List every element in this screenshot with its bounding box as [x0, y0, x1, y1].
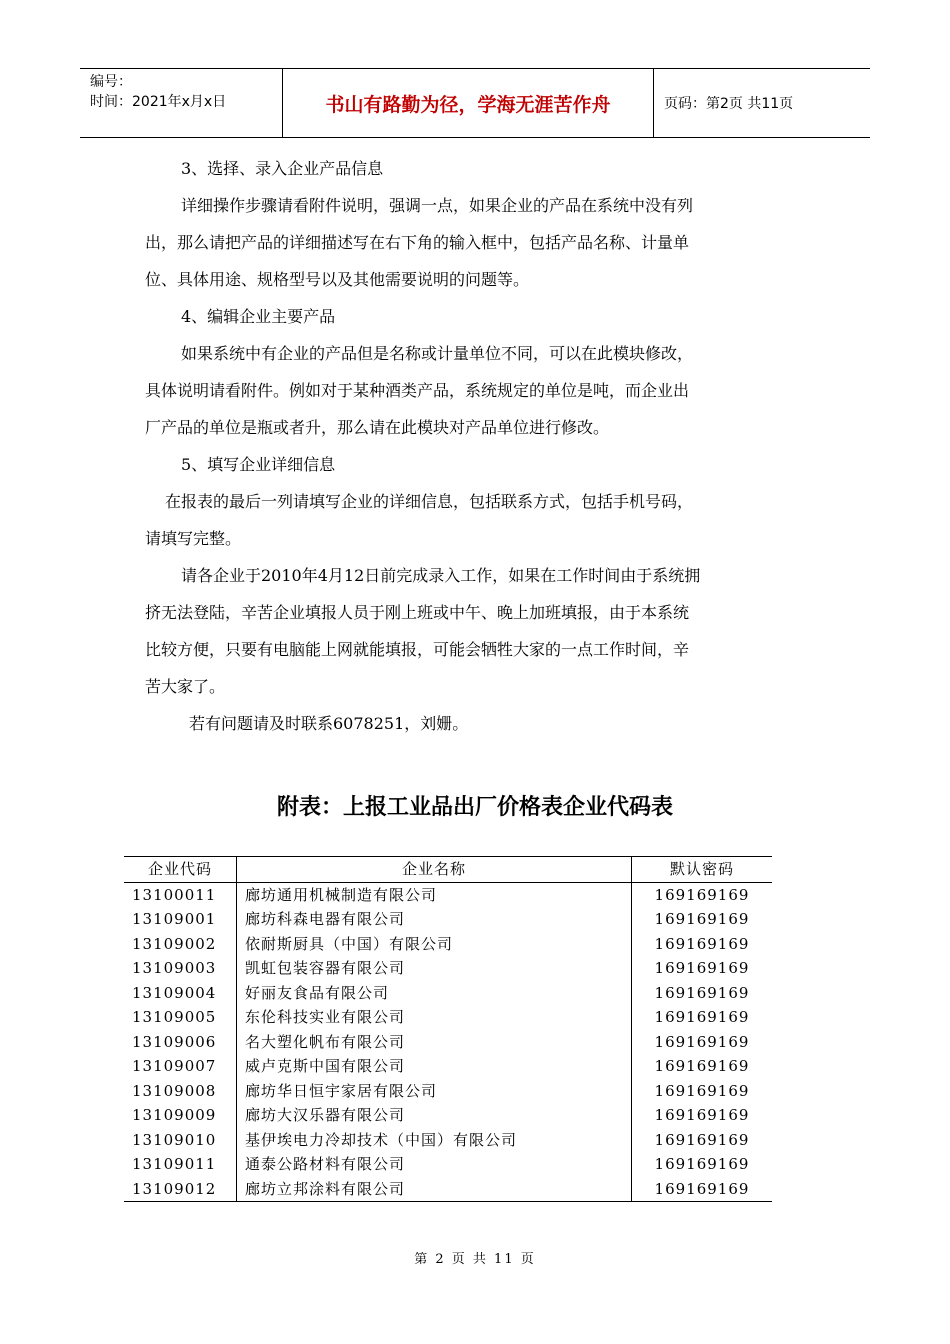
section-heading-4: 4、编辑企业主要产品	[181, 307, 336, 326]
paragraph-line: 出，那么请把产品的详细描述写在右下角的输入框中，包括产品名称、计量单	[145, 233, 690, 252]
header-motto: 书山有路勤为径，学海无涯苦作舟	[282, 69, 654, 137]
cell-password: 169169169	[632, 1005, 773, 1030]
section-heading-5: 5、填写企业详细信息	[181, 455, 336, 474]
table-row	[124, 1177, 772, 1202]
cell-name: 东伦科技实业有限公司	[237, 1005, 632, 1030]
header-meta	[90, 72, 226, 112]
cell-code: 13109010	[124, 1128, 237, 1153]
cell-password: 169169169	[632, 981, 773, 1006]
cell-code: 13109004	[124, 981, 237, 1006]
cell-name: 好丽友食品有限公司	[237, 981, 632, 1006]
table-row	[124, 981, 772, 1006]
cell-name: 通泰公路材料有限公司	[237, 1152, 632, 1177]
paragraph-line: 详细操作步骤请看附件说明，强调一点，如果企业的产品在系统中没有列	[181, 196, 694, 215]
cell-password: 169169169	[632, 1103, 773, 1128]
paragraph-line: 苦大家了。	[145, 677, 226, 696]
table-row	[124, 1005, 772, 1030]
cell-code: 13109011	[124, 1152, 237, 1177]
table-row	[124, 1054, 772, 1079]
header-code: 企业代码	[124, 857, 237, 883]
table-header-row	[124, 857, 772, 883]
body-text	[145, 150, 810, 742]
header-password: 默认密码	[632, 857, 773, 883]
cell-password: 169169169	[632, 1152, 773, 1177]
cell-code: 13100011	[124, 882, 237, 907]
paragraph-line: 比较方便，只要有电脑能上网就能填报，可能会牺牲大家的一点工作时间，辛	[145, 640, 690, 659]
cell-password: 169169169	[632, 882, 773, 907]
cell-password: 169169169	[632, 1030, 773, 1055]
cell-code: 13109008	[124, 1079, 237, 1104]
cell-code: 13109009	[124, 1103, 237, 1128]
table-row	[124, 956, 772, 981]
table-row	[124, 1103, 772, 1128]
table-row	[124, 907, 772, 932]
section-heading-3: 3、选择、录入企业产品信息	[181, 159, 384, 178]
cell-password: 169169169	[632, 1177, 773, 1202]
cell-password: 169169169	[632, 1079, 773, 1104]
header-name: 企业名称	[237, 857, 632, 883]
cell-password: 169169169	[632, 932, 773, 957]
cell-name: 名大塑化帆布有限公司	[237, 1030, 632, 1055]
cell-name: 廊坊大汉乐器有限公司	[237, 1103, 632, 1128]
paragraph-line: 请填写完整。	[145, 529, 242, 548]
cell-code: 13109007	[124, 1054, 237, 1079]
page-header	[80, 68, 870, 138]
cell-code: 13109005	[124, 1005, 237, 1030]
cell-code: 13109001	[124, 907, 237, 932]
cell-name: 廊坊通用机械制造有限公司	[237, 882, 632, 907]
table-row	[124, 882, 772, 907]
cell-password: 169169169	[632, 956, 773, 981]
table-row	[124, 1079, 772, 1104]
contact-line: 若有问题请及时联系6078251，刘姗。	[189, 714, 469, 733]
paragraph-line: 请各企业于2010年4月12日前完成录入工作，如果在工作时间由于系统拥	[181, 566, 701, 585]
cell-code: 13109002	[124, 932, 237, 957]
cell-code: 13109003	[124, 956, 237, 981]
cell-name: 廊坊华日恒宇家居有限公司	[237, 1079, 632, 1104]
cell-password: 169169169	[632, 1054, 773, 1079]
cell-name: 廊坊立邦涂料有限公司	[237, 1177, 632, 1202]
paragraph-line: 位、具体用途、规格型号以及其他需要说明的问题等。	[145, 270, 530, 289]
header-number: 编号：	[90, 74, 132, 90]
paragraph-line: 挤无法登陆，辛苦企业填报人员于刚上班或中午、晚上加班填报，由于本系统	[145, 603, 690, 622]
cell-name: 基伊埃电力冷却技术（中国）有限公司	[237, 1128, 632, 1153]
table-row	[124, 1030, 772, 1055]
cell-name: 威卢克斯中国有限公司	[237, 1054, 632, 1079]
cell-code: 13109006	[124, 1030, 237, 1055]
paragraph-line: 在报表的最后一列请填写企业的详细信息，包括联系方式，包括手机号码，	[165, 492, 694, 511]
cell-password: 169169169	[632, 1128, 773, 1153]
header-page-number: 页码：第2页 共11页	[664, 96, 794, 112]
table-row	[124, 1128, 772, 1153]
table-row	[124, 1152, 772, 1177]
table-body	[124, 882, 772, 1202]
paragraph-line: 具体说明请看附件。例如对于某种酒类产品，系统规定的单位是吨，而企业出	[145, 381, 690, 400]
cell-password: 169169169	[632, 907, 773, 932]
enterprise-code-table	[124, 856, 772, 1202]
page-footer: 第 2 页 共 11 页	[414, 1252, 536, 1267]
cell-name: 廊坊科森电器有限公司	[237, 907, 632, 932]
header-time: 时间：2021年x月x日	[90, 94, 227, 110]
paragraph-line: 如果系统中有企业的产品但是名称或计量单位不同，可以在此模块修改，	[181, 344, 694, 363]
table-row	[124, 932, 772, 957]
cell-code: 13109012	[124, 1177, 237, 1202]
paragraph-line: 厂产品的单位是瓶或者升，那么请在此模块对产品单位进行修改。	[145, 418, 610, 437]
cell-name: 依耐斯厨具（中国）有限公司	[237, 932, 632, 957]
appendix-title: 附表：上报工业品出厂价格表企业代码表	[276, 795, 673, 820]
cell-name: 凯虹包装容器有限公司	[237, 956, 632, 981]
